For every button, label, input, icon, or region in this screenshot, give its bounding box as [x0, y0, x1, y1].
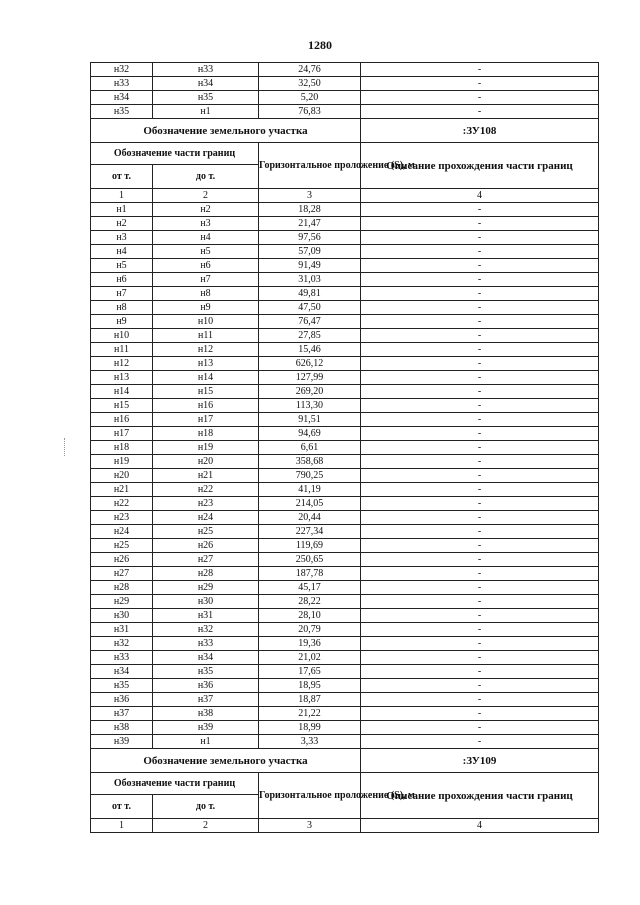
length-value: 76,47: [259, 315, 361, 329]
from-point: н12: [91, 357, 153, 371]
from-point: н7: [91, 287, 153, 301]
boundary-row: [91, 707, 599, 721]
description-value: -: [361, 707, 599, 721]
to-point: н26: [153, 539, 259, 553]
description-value: -: [361, 525, 599, 539]
to-point: н17: [153, 413, 259, 427]
description-value: -: [361, 287, 599, 301]
description-value: -: [361, 651, 599, 665]
length-value: 21,02: [259, 651, 361, 665]
length-value: 28,22: [259, 595, 361, 609]
description-value: -: [361, 203, 599, 217]
length-value: 21,47: [259, 217, 361, 231]
boundary-row: [91, 483, 599, 497]
from-point: н4: [91, 245, 153, 259]
length-value: 227,34: [259, 525, 361, 539]
to-point: н24: [153, 511, 259, 525]
to-point: н11: [153, 329, 259, 343]
description-value: -: [361, 371, 599, 385]
to-point: н20: [153, 455, 259, 469]
boundary-row: [91, 105, 599, 119]
from-point: н28: [91, 581, 153, 595]
to-point: н29: [153, 581, 259, 595]
length-value: 41,19: [259, 483, 361, 497]
from-point: н13: [91, 371, 153, 385]
from-point: н19: [91, 455, 153, 469]
description-value: -: [361, 637, 599, 651]
description-value: -: [361, 511, 599, 525]
from-point: н20: [91, 469, 153, 483]
to-point: н5: [153, 245, 259, 259]
length-value: 19,36: [259, 637, 361, 651]
boundary-row: [91, 595, 599, 609]
column-numbers-row: [91, 819, 599, 833]
from-point: н33: [91, 651, 153, 665]
description-value: -: [361, 427, 599, 441]
description-value: -: [361, 735, 599, 749]
boundary-row: [91, 329, 599, 343]
to-point: н16: [153, 399, 259, 413]
from-point: н2: [91, 217, 153, 231]
column-number: 2: [153, 819, 259, 833]
from-point: н30: [91, 609, 153, 623]
boundary-row: [91, 539, 599, 553]
boundary-row: [91, 315, 599, 329]
description-value: -: [361, 315, 599, 329]
to-point: н21: [153, 469, 259, 483]
to-point: н38: [153, 707, 259, 721]
length-value: 94,69: [259, 427, 361, 441]
parts-header: Обозначение части границ: [91, 773, 259, 795]
length-value: 358,68: [259, 455, 361, 469]
from-point: н5: [91, 259, 153, 273]
column-number: 3: [259, 819, 361, 833]
length-value: 91,51: [259, 413, 361, 427]
to-point: н33: [153, 63, 259, 77]
description-value: -: [361, 329, 599, 343]
description-value: -: [361, 105, 599, 119]
boundary-row: [91, 525, 599, 539]
boundary-row: [91, 455, 599, 469]
from-point: н38: [91, 721, 153, 735]
header-row-1: [91, 143, 599, 165]
boundary-row: [91, 427, 599, 441]
description-value: -: [361, 455, 599, 469]
boundary-row: [91, 511, 599, 525]
section-zu108-rows: [91, 203, 599, 749]
section-zu109-header: [91, 749, 599, 833]
to-point-header: до т.: [153, 795, 259, 819]
to-point: н28: [153, 567, 259, 581]
boundary-row: [91, 245, 599, 259]
boundary-row: [91, 343, 599, 357]
boundary-row: [91, 413, 599, 427]
from-point: н9: [91, 315, 153, 329]
to-point: н1: [153, 105, 259, 119]
to-point: н34: [153, 651, 259, 665]
length-value: 18,28: [259, 203, 361, 217]
description-value: -: [361, 595, 599, 609]
length-value: 27,85: [259, 329, 361, 343]
length-value: 113,30: [259, 399, 361, 413]
length-value: 790,25: [259, 469, 361, 483]
from-point-header: от т.: [91, 795, 153, 819]
description-value: -: [361, 553, 599, 567]
column-number: 2: [153, 189, 259, 203]
length-value: 31,03: [259, 273, 361, 287]
boundary-row: [91, 259, 599, 273]
to-point: н7: [153, 273, 259, 287]
parts-header: Обозначение части границ: [91, 143, 259, 165]
to-point: н19: [153, 441, 259, 455]
column-number: 3: [259, 189, 361, 203]
boundary-row: [91, 273, 599, 287]
description-value: -: [361, 609, 599, 623]
boundary-row: [91, 497, 599, 511]
boundary-row: [91, 693, 599, 707]
plot-id: :ЗУ108: [361, 119, 599, 143]
description-value: -: [361, 63, 599, 77]
column-number: 4: [361, 189, 599, 203]
length-header: Горизонтальное проложение (S), м: [259, 143, 361, 189]
to-point: н37: [153, 693, 259, 707]
header-row-1: [91, 773, 599, 795]
column-number: 1: [91, 819, 153, 833]
boundary-row: [91, 287, 599, 301]
to-point: н33: [153, 637, 259, 651]
boundary-row: [91, 203, 599, 217]
length-value: 24,76: [259, 63, 361, 77]
page-number: 1280: [308, 38, 332, 52]
to-point: н22: [153, 483, 259, 497]
length-value: 47,50: [259, 301, 361, 315]
description-value: -: [361, 721, 599, 735]
description-value: -: [361, 273, 599, 287]
from-point: н22: [91, 497, 153, 511]
plot-designation-label: Обозначение земельного участка: [91, 119, 361, 143]
length-value: 18,87: [259, 693, 361, 707]
from-point: н18: [91, 441, 153, 455]
plot-designation-label: Обозначение земельного участка: [91, 749, 361, 773]
boundary-row: [91, 581, 599, 595]
from-point: н8: [91, 301, 153, 315]
description-value: -: [361, 91, 599, 105]
boundary-row: [91, 609, 599, 623]
column-numbers-row: [91, 189, 599, 203]
to-point: н9: [153, 301, 259, 315]
boundary-row: [91, 441, 599, 455]
description-value: -: [361, 413, 599, 427]
to-point: н34: [153, 77, 259, 91]
length-value: 57,09: [259, 245, 361, 259]
boundary-row: [91, 385, 599, 399]
margin-mark: [64, 438, 67, 456]
description-value: -: [361, 231, 599, 245]
from-point-header: от т.: [91, 165, 153, 189]
description-value: -: [361, 343, 599, 357]
boundary-row: [91, 231, 599, 245]
to-point: н18: [153, 427, 259, 441]
from-point: н21: [91, 483, 153, 497]
description-value: -: [361, 567, 599, 581]
from-point: н35: [91, 679, 153, 693]
from-point: н39: [91, 735, 153, 749]
description-value: -: [361, 259, 599, 273]
to-point: н35: [153, 665, 259, 679]
length-value: 97,56: [259, 231, 361, 245]
boundary-row: [91, 469, 599, 483]
from-point: н15: [91, 399, 153, 413]
from-point: н32: [91, 637, 153, 651]
boundary-row: [91, 91, 599, 105]
description-header: Описание прохождения части границ: [361, 773, 599, 819]
length-value: 49,81: [259, 287, 361, 301]
length-value: 20,79: [259, 623, 361, 637]
length-value: 250,65: [259, 553, 361, 567]
from-point: н37: [91, 707, 153, 721]
boundary-row: [91, 721, 599, 735]
description-value: -: [361, 301, 599, 315]
top-rows: [91, 63, 599, 119]
length-value: 127,99: [259, 371, 361, 385]
to-point-header: до т.: [153, 165, 259, 189]
description-value: -: [361, 679, 599, 693]
from-point: н31: [91, 623, 153, 637]
length-value: 5,20: [259, 91, 361, 105]
description-value: -: [361, 217, 599, 231]
description-value: -: [361, 441, 599, 455]
description-value: -: [361, 665, 599, 679]
boundary-row: [91, 637, 599, 651]
to-point: н4: [153, 231, 259, 245]
description-value: -: [361, 581, 599, 595]
to-point: н1: [153, 735, 259, 749]
description-value: -: [361, 539, 599, 553]
from-point: н36: [91, 693, 153, 707]
boundary-row: [91, 63, 599, 77]
boundary-row: [91, 553, 599, 567]
boundary-row: [91, 371, 599, 385]
boundary-row: [91, 301, 599, 315]
length-value: 119,69: [259, 539, 361, 553]
to-point: н8: [153, 287, 259, 301]
to-point: н2: [153, 203, 259, 217]
from-point: н17: [91, 427, 153, 441]
from-point: н33: [91, 77, 153, 91]
to-point: н31: [153, 609, 259, 623]
description-value: -: [361, 385, 599, 399]
length-value: 18,95: [259, 679, 361, 693]
length-value: 3,33: [259, 735, 361, 749]
from-point: н23: [91, 511, 153, 525]
from-point: н26: [91, 553, 153, 567]
length-value: 21,22: [259, 707, 361, 721]
to-point: н36: [153, 679, 259, 693]
from-point: н35: [91, 105, 153, 119]
section-zu108-header: [91, 119, 599, 203]
length-value: 269,20: [259, 385, 361, 399]
description-value: -: [361, 693, 599, 707]
from-point: н32: [91, 63, 153, 77]
description-value: -: [361, 357, 599, 371]
from-point: н11: [91, 343, 153, 357]
length-value: 626,12: [259, 357, 361, 371]
length-value: 6,61: [259, 441, 361, 455]
length-value: 76,83: [259, 105, 361, 119]
boundary-table: [90, 62, 599, 833]
length-value: 17,65: [259, 665, 361, 679]
boundary-row: [91, 651, 599, 665]
length-value: 32,50: [259, 77, 361, 91]
boundary-row: [91, 357, 599, 371]
to-point: н13: [153, 357, 259, 371]
to-point: н27: [153, 553, 259, 567]
length-value: 18,99: [259, 721, 361, 735]
to-point: н6: [153, 259, 259, 273]
from-point: н34: [91, 665, 153, 679]
plot-designation-row: [91, 119, 599, 143]
from-point: н1: [91, 203, 153, 217]
boundary-row: [91, 77, 599, 91]
description-value: -: [361, 77, 599, 91]
boundary-row: [91, 665, 599, 679]
boundary-row: [91, 623, 599, 637]
to-point: н23: [153, 497, 259, 511]
to-point: н39: [153, 721, 259, 735]
length-header: Горизонтальное проложение (S), м: [259, 773, 361, 819]
from-point: н14: [91, 385, 153, 399]
length-value: 214,05: [259, 497, 361, 511]
boundary-row: [91, 217, 599, 231]
description-header: Описание прохождения части границ: [361, 143, 599, 189]
from-point: н16: [91, 413, 153, 427]
from-point: н29: [91, 595, 153, 609]
from-point: н3: [91, 231, 153, 245]
length-value: 91,49: [259, 259, 361, 273]
to-point: н14: [153, 371, 259, 385]
length-value: 15,46: [259, 343, 361, 357]
description-value: -: [361, 483, 599, 497]
description-value: -: [361, 469, 599, 483]
from-point: н27: [91, 567, 153, 581]
from-point: н25: [91, 539, 153, 553]
boundary-row: [91, 399, 599, 413]
to-point: н25: [153, 525, 259, 539]
to-point: н35: [153, 91, 259, 105]
to-point: н10: [153, 315, 259, 329]
length-value: 187,78: [259, 567, 361, 581]
from-point: н10: [91, 329, 153, 343]
from-point: н34: [91, 91, 153, 105]
column-number: 4: [361, 819, 599, 833]
to-point: н15: [153, 385, 259, 399]
to-point: н30: [153, 595, 259, 609]
plot-designation-row: [91, 749, 599, 773]
to-point: н12: [153, 343, 259, 357]
boundary-row: [91, 567, 599, 581]
length-value: 28,10: [259, 609, 361, 623]
from-point: н6: [91, 273, 153, 287]
from-point: н24: [91, 525, 153, 539]
description-value: -: [361, 623, 599, 637]
length-value: 20,44: [259, 511, 361, 525]
column-number: 1: [91, 189, 153, 203]
description-value: -: [361, 497, 599, 511]
plot-id: :ЗУ109: [361, 749, 599, 773]
boundary-row: [91, 679, 599, 693]
boundary-row: [91, 735, 599, 749]
length-value: 45,17: [259, 581, 361, 595]
description-value: -: [361, 399, 599, 413]
description-value: -: [361, 245, 599, 259]
to-point: н3: [153, 217, 259, 231]
to-point: н32: [153, 623, 259, 637]
